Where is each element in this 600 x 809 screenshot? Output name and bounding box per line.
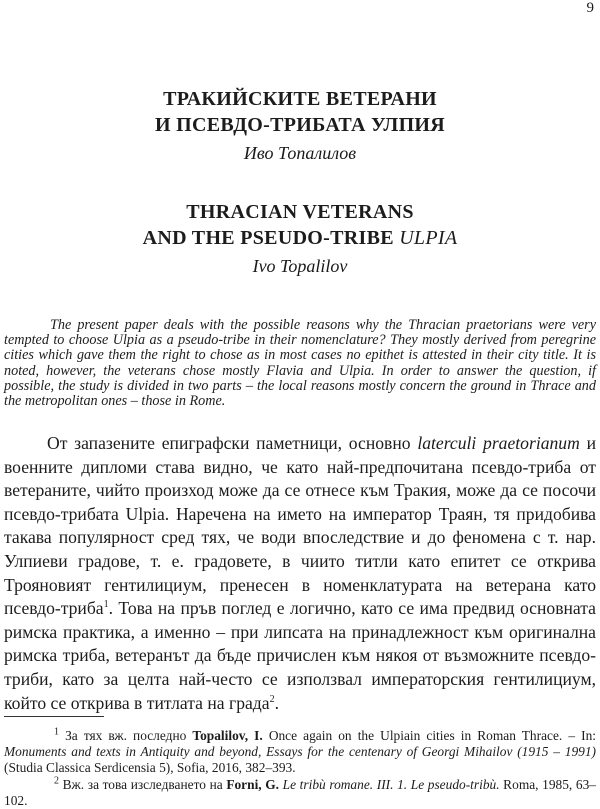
footnote-ref-1[interactable]: 1 [103,599,109,611]
footnote-1-author: Topalilov, I. [192,728,263,743]
footnote-1-number: 1 [54,726,59,738]
footnote-2-text-a: Вж. за това изследването на [59,776,227,792]
body-seg-5: . [274,692,279,713]
footnote-ref-2[interactable]: 2 [269,693,275,705]
author-bg: Иво Топалилов [243,143,357,163]
footnote-1 [4,728,596,777]
title-en-line-2 [0,225,600,251]
body-seg-3: и военните дипломи става видно, че като най-предпочитана псевдо-триба от ветераните, чийто произход може да се отнесе към Тракия, може да се посочи псевдо-трибата Ulpia. Наречена на името на император Траян, тя придобива такава популярност сред тях, че води впоследствие и до феномена с т. нар. Улпиеви градове, т. е. градовете, в чиито титли като епитет се открива Трояновият гентилициум, пренесен в номенклатурата на ветерана като псевдо-триба [4,433,596,619]
body-paragraph [4,432,596,715]
body-seg-1: От запазените епиграфски паметници, основно [47,433,418,453]
footnote-2-number: 2 [54,775,59,787]
abstract [4,318,596,409]
footnotes [4,728,596,809]
title-en-line-2-text: AND THE PSEUDO-TRIBE [142,227,400,249]
title-block-english [0,199,600,279]
footnote-1-text-c: (Studia Classica Serdicensia 5), Sofia, 2016, 382–393. [4,760,296,776]
author-en: Ivo Topalilov [252,256,348,276]
footnote-1-book-title: Monuments and texts in Antiquity and beyond, Essays for the centenary of Georgi Mihailov (1915 – 1991) [4,744,596,760]
title-bg-line-1: ТРАКИЙСКИТЕ ВЕТЕРАНИ [163,88,437,110]
body-seg-4: . Това на пръв поглед е логично, като се има предвид основната римска практика, а именно – при липсата на принадлежност към оригинална римска триба, ветеранът да бъде причислен към някоя от възможните псевдо-триби, като за целта най-често се използвал императорския гентилициум, който се открива в титлата на града [4,598,596,713]
body-latin-term: laterculi praetorianum [417,433,580,453]
footnote-2-book-title: Le tribù romane. III. 1. Le pseudo-tribù. [282,776,500,792]
title-block-bulgarian [0,86,600,166]
footnote-2-text-c: Roma, 1985, 63–102. [4,776,596,808]
footnote-1-text-b: Once again on the Ulpiain cities in Roman Thrace. – In: [262,728,596,743]
title-en-line-1: THRACIAN VETERANS [186,201,414,223]
title-en-ulpia-italic: ULPIA [399,227,458,249]
title-bg-line-2: И ПСЕВДО-ТРИБАТА УЛПИЯ [154,114,446,136]
footnote-2 [4,777,596,809]
footnote-2-author: Forni, G. [226,776,280,792]
footnote-divider [4,716,104,717]
abstract-text: The present paper deals with the possible reasons why the Thracian praetorians were very tempted to choose Ulpia as a pseudo-tribe in their nomenclature? They mostly derived from peregrine cities which gave them the right to chose as in most cases no epithet is attested in their city title. It is noted, however, the veterans chose mostly Flavia and Ulpia. In order to answer the question, if possible, the study is divided in two parts – the local reasons mostly concern the ground in Thrace and the metropolitan ones – those in Rome. [4,317,596,410]
page-number: 9 [586,0,594,16]
footnote-1-text-a: За тях вж. последно [59,728,193,743]
